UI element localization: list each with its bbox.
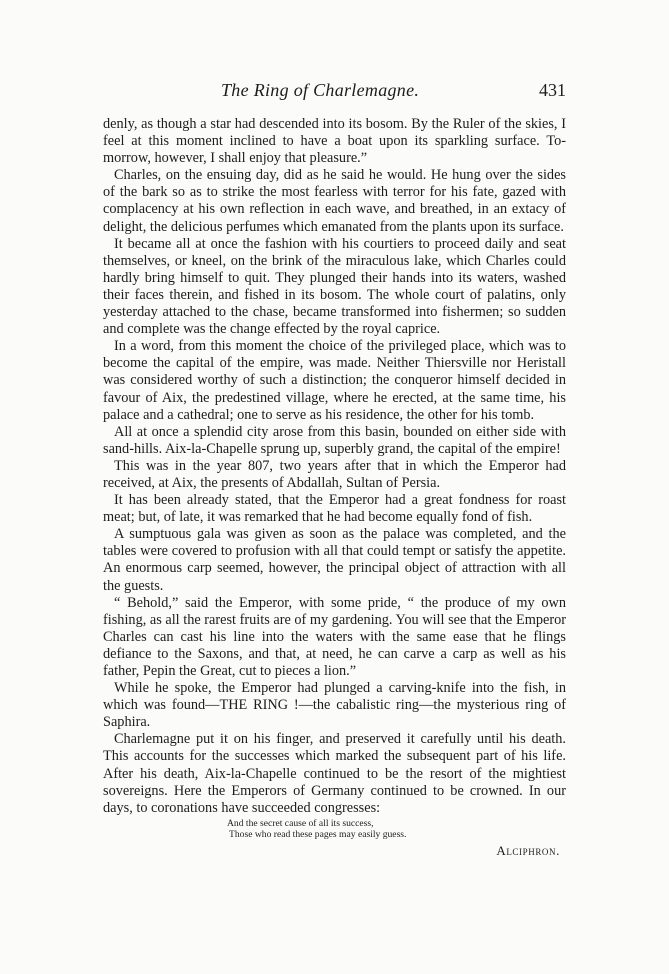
body-text	[103, 116, 566, 859]
paragraph: It has been already stated, that the Emperor had a great fondness for roast meat; but, of late, it was remarked that he had become equally fond of fish.	[103, 492, 566, 526]
paragraph: Charlemagne put it on his finger, and preserved it carefully until his death. This accounts for the successes which marked the subsequent part of his life. After his death, Aix-la-Chapelle continued to be the resort of the mightiest sovereigns. Here the Emperors of Germany continued to be crowned. In our days, to coronations have succeeded congresses:	[103, 731, 566, 816]
paragraph: While he spoke, the Emperor had plunged a carving-knife into the fish, in which was found—THE RING !—the cabalistic ring—the mysterious ring of Saphira.	[103, 680, 566, 731]
verse-couplet	[227, 818, 566, 840]
verse-line: Those who read these pages may easily guess.	[229, 828, 407, 840]
paragraph: It became all at once the fashion with his courtiers to proceed daily and seat themselves, or kneel, on the brink of the miraculous lake, which Charles could hardly bring himself to quit. They plunged their hands into its waters, washed their faces therein, and fished in its bosom. The whole court of palatins, only yesterday attached to the chase, became transformed into fishermen; so sudden and complete was the change effected by the royal caprice.	[103, 235, 566, 338]
paragraph: This was in the year 807, two years after that in which the Emperor had received, at Aix, the presents of Abdallah, Sultan of Persia.	[103, 457, 566, 491]
page-number: 431	[539, 80, 566, 100]
paragraph: All at once a splendid city arose from this basin, bounded on either side with sand-hills. Aix-la-Chapelle sprung up, superbly grand, the capital of the empire!	[103, 423, 566, 457]
verse-line: And the secret cause of all its success,	[227, 817, 374, 829]
running-title: The Ring of Charlemagne.	[221, 80, 420, 100]
author-signature: Alciphron.	[496, 842, 560, 858]
paragraph: Charles, on the ensuing day, did as he said he would. He hung over the sides of the bark so as to strike the most fearless with terror for his fate, gazed with complacency at his own reflection in each wave, and breathed, in an extacy of delight, the delicious perfumes which emanated from the plants upon its surface.	[103, 167, 566, 235]
paragraph: In a word, from this moment the choice of the privileged place, which was to become the capital of the empire, was made. Neither Thiersville nor Heristall was considered worthy of such a distinction; the conqueror himself decided in favour of Aix, the predestined village, where he erected, at the same time, his palace and a cathedral; one to serve as his residence, the other for his tomb.	[103, 338, 566, 423]
page-header	[103, 80, 566, 104]
paragraph: denly, as though a star had descended into its bosom. By the Ruler of the skies, I feel at this moment inclined to have a boat upon its sparkling surface. To-morrow, however, I shall enjoy that pleasure.”	[103, 116, 566, 167]
paragraph: “ Behold,” said the Emperor, with some pride, “ the produce of my own fishing, as all the rarest fruits are of my gardening. You will see that the Emperor Charles can cast his line into the waters with the same ease that he flings defiance to the Saxons, and that, at need, he can carve a carp as well as his father, Pepin the Great, cut to pieces a lion.”	[103, 594, 566, 679]
paragraph: A sumptuous gala was given as soon as the palace was completed, and the tables were covered to profusion with all that could tempt or satisfy the appetite. An enormous carp seemed, however, the principal object of attraction with all the guests.	[103, 526, 566, 594]
